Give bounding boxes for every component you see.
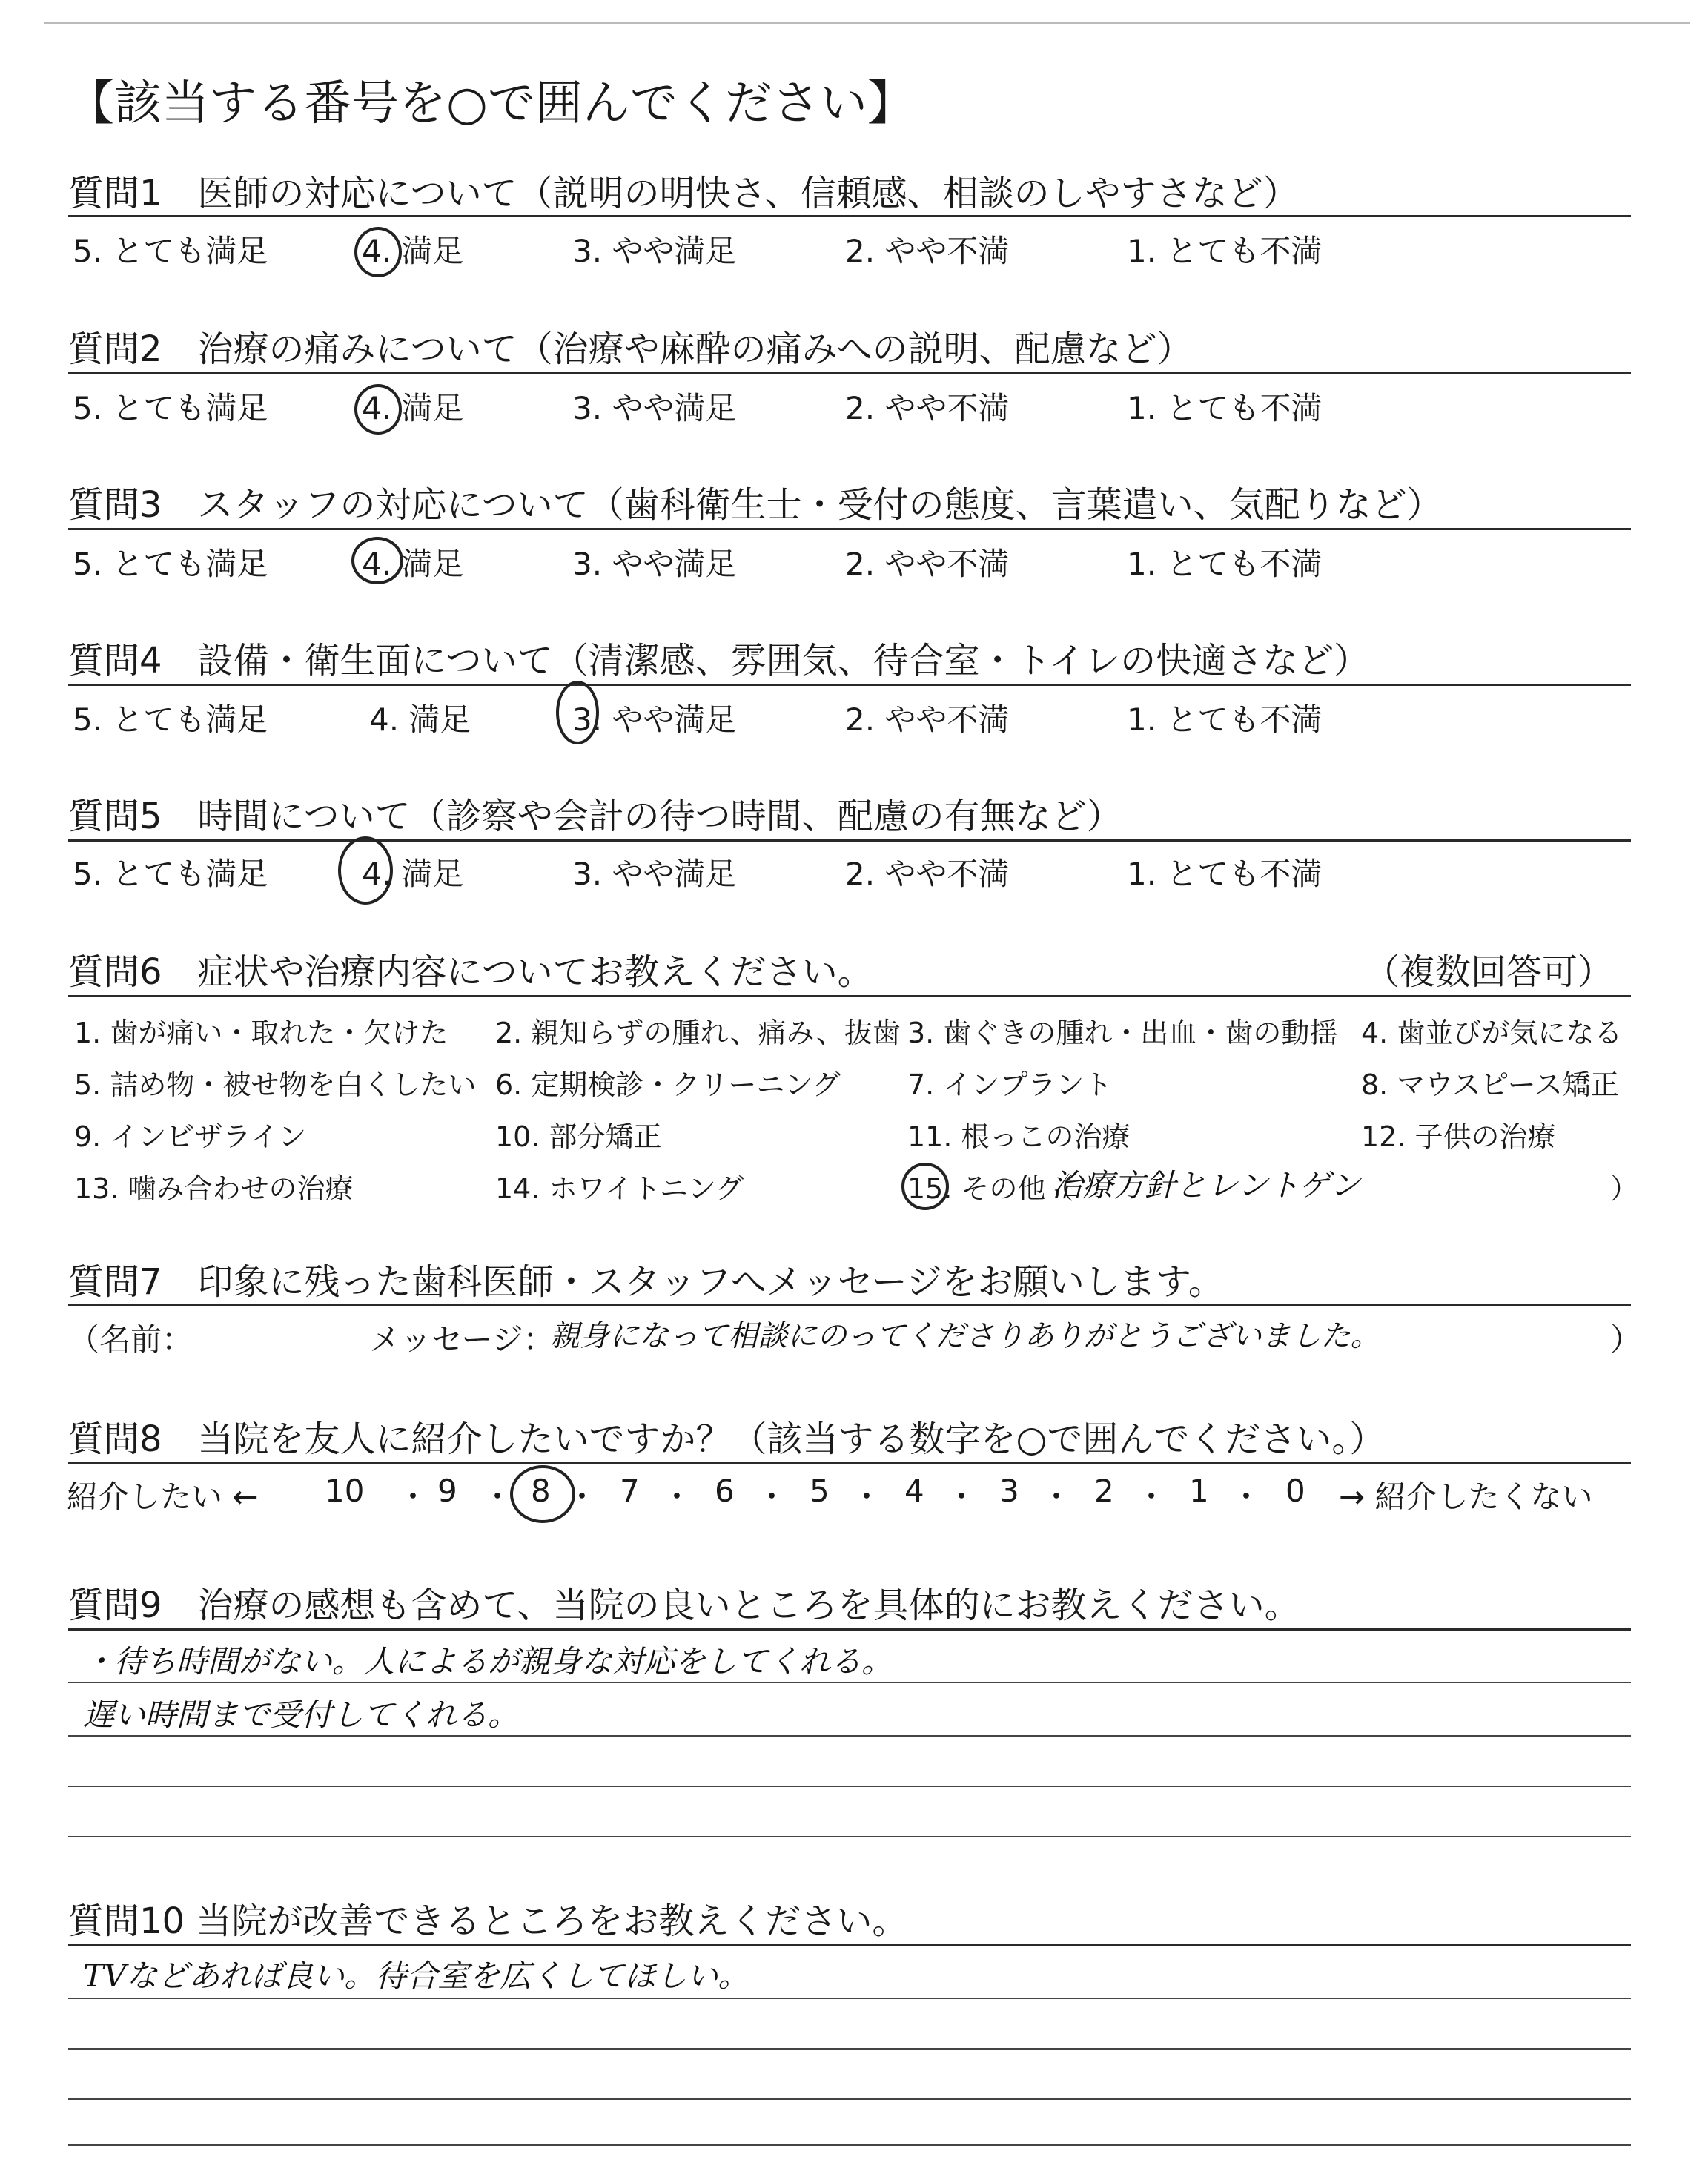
answer-line [68,1998,1631,1999]
scale-9[interactable]: 9 [437,1473,457,1509]
option-5[interactable]: 5. とても満足 [73,701,268,738]
selection-circle [354,384,402,435]
scale-1[interactable]: 1 [1189,1473,1209,1509]
answer-line [68,2144,1631,2146]
option-2[interactable]: 2. やや不満 [845,701,1010,738]
option-3[interactable]: 3. やや満足 [572,546,737,582]
message-label: メッセージ： [369,1321,555,1358]
recommend-left-label: 紹介したい ← [67,1479,259,1515]
scale-3[interactable]: 3 [999,1473,1019,1509]
q6-option-1[interactable]: 1. 歯が痛い・取れた・欠けた [74,1017,448,1049]
scale-dot: ・ [851,1479,883,1515]
option-5[interactable]: 5. とても満足 [73,390,268,426]
selection-circle [354,227,402,277]
question-3-title: 質問3 スタッフの対応について（歯科衛生士・受付の態度、言葉遣い、気配りなど） [68,484,1443,526]
scale-dot: ・ [1231,1479,1262,1515]
q6-option-12[interactable]: 12. 子供の治療 [1361,1120,1556,1153]
option-3[interactable]: 3. やや満足 [572,390,737,426]
scale-6[interactable]: 6 [715,1473,735,1509]
selection-circle [901,1163,949,1210]
option-5[interactable]: 5. とても満足 [73,233,268,269]
divider [68,215,1631,217]
question-6-title: 質問6 症状や治療内容についてお教えください。 [68,951,873,993]
answer-line [68,1836,1631,1837]
q6-option-14[interactable]: 14. ホワイトニング [495,1172,744,1205]
answer-line [68,2098,1631,2100]
q6-option-5[interactable]: 5. 詰め物・被せ物を白くしたい [74,1069,477,1101]
scale-7[interactable]: 7 [620,1473,640,1509]
option-1[interactable]: 1. とても不満 [1127,233,1323,269]
option-3[interactable]: 3. やや満足 [572,701,737,738]
q6-option-15[interactable]: 15. その他（ [907,1172,1074,1205]
scale-dot: ・ [566,1479,598,1515]
divider [68,1462,1631,1464]
question-2-title: 質問2 治療の痛みについて（治療や麻酔の痛みへの説明、配慮など） [68,328,1193,370]
scale-dot: ・ [1041,1479,1073,1515]
scale-dot: ・ [661,1479,693,1515]
scale-dot: ・ [397,1479,429,1515]
option-2[interactable]: 2. やや不満 [845,546,1010,582]
divider [68,995,1631,997]
scale-0[interactable]: 0 [1285,1473,1305,1509]
q6-close-paren: ） [1610,1172,1639,1205]
name-label: （名前： [68,1321,193,1358]
scale-dot: ・ [482,1479,514,1515]
q6-option-7[interactable]: 7. インプラント [907,1069,1113,1101]
question-7-title: 質問7 印象に残った歯科医師・スタッフへメッセージをお願いします。 [68,1261,1224,1303]
scale-5[interactable]: 5 [810,1473,830,1509]
scale-dot: ・ [1136,1479,1168,1515]
q6-option-3[interactable]: 3. 歯ぐきの腫れ・出血・歯の動揺 [907,1017,1338,1049]
option-4[interactable]: 4. 満足 [362,233,464,269]
q9-answer-line-1[interactable]: ・待ち時間がない。人によるが親身な対応をしてくれる。 [83,1643,893,1680]
option-1[interactable]: 1. とても不満 [1127,856,1323,892]
q6-option-6[interactable]: 6. 定期検診・クリーニング [495,1069,841,1101]
q6-option-2[interactable]: 2. 親知らずの腫れ、痛み、抜歯 [495,1017,901,1049]
divider [68,528,1631,530]
option-1[interactable]: 1. とても不満 [1127,390,1323,426]
question-1-title: 質問1 医師の対応について（説明の明快さ、信頼感、相談のしやすさなど） [68,173,1299,214]
option-1[interactable]: 1. とても不満 [1127,546,1323,582]
q6-other-text[interactable]: 治療方針とレントゲン [1051,1167,1361,1203]
recommend-right-label: → 紹介したくない [1339,1479,1593,1515]
multiple-answers-note: （複数回答可） [1364,951,1614,993]
question-10-title: 質問10 当院が改善できるところをお教えください。 [68,1900,908,1942]
scale-10[interactable]: 10 [325,1473,365,1509]
selection-circle [351,537,403,584]
q6-option-13[interactable]: 13. 噛み合わせの治療 [74,1172,354,1205]
option-2[interactable]: 2. やや不満 [845,390,1010,426]
scale-dot: ・ [946,1479,978,1515]
selection-circle [338,836,393,905]
q6-option-4[interactable]: 4. 歯並びが気になる [1361,1017,1623,1049]
option-1[interactable]: 1. とても不満 [1127,701,1323,738]
answer-line [68,1786,1631,1787]
option-5[interactable]: 5. とても満足 [73,546,268,582]
option-3[interactable]: 3. やや満足 [572,233,737,269]
scale-2[interactable]: 2 [1094,1473,1114,1509]
option-4[interactable]: 4. 満足 [362,856,464,892]
scale-dot: ・ [756,1479,788,1515]
divider [68,1944,1631,1946]
scale-4[interactable]: 4 [904,1473,924,1509]
divider [68,839,1631,842]
divider [68,1304,1631,1306]
divider [68,1628,1631,1631]
q6-option-11[interactable]: 11. 根っこの治療 [907,1120,1131,1153]
question-9-title: 質問9 治療の感想も含めて、当院の良いところを具体的にお教えください。 [68,1585,1300,1626]
option-4[interactable]: 4. 満足 [369,701,471,738]
option-4[interactable]: 4. 満足 [362,390,464,426]
question-8-title: 質問8 当院を友人に紹介したいですか？（該当する数字を○で囲んでください。） [68,1418,1386,1460]
divider [68,372,1631,374]
question-5-title: 質問5 時間について（診察や会計の待つ時間、配慮の有無など） [68,796,1122,837]
selection-circle [556,681,599,744]
message-text[interactable]: 親身になって相談にのってくださりありがとうございました。 [550,1319,1380,1353]
q6-option-9[interactable]: 9. インビザライン [74,1120,307,1153]
answer-line [68,1682,1631,1683]
answer-line [68,2048,1631,2050]
divider [68,684,1631,686]
q6-option-8[interactable]: 8. マウスピース矯正 [1361,1069,1619,1101]
q6-option-10[interactable]: 10. 部分矯正 [495,1120,662,1153]
option-5[interactable]: 5. とても満足 [73,856,268,892]
scan-edge [44,22,1690,24]
option-4[interactable]: 4. 満足 [362,546,464,582]
option-3[interactable]: 3. やや満足 [572,856,737,892]
question-4-title: 質問4 設備・衛生面について（清潔感、雰囲気、待合室・トイレの快適さなど） [68,640,1370,681]
q9-answer-line-2[interactable]: 遅い時間まで受付してくれる。 [83,1697,520,1733]
option-2[interactable]: 2. やや不満 [845,233,1010,269]
answer-line [68,1735,1631,1737]
scale-8[interactable]: 8 [531,1473,551,1509]
message-close-paren: ） [1610,1321,1642,1358]
selection-circle [510,1465,575,1523]
option-2[interactable]: 2. やや不満 [845,856,1010,892]
page-title: 【該当する番号を○で囲んでください】 [67,76,915,131]
q10-answer-line-1[interactable]: TVなどあれば良い。待合室を広くしてほしい。 [83,1958,749,1994]
